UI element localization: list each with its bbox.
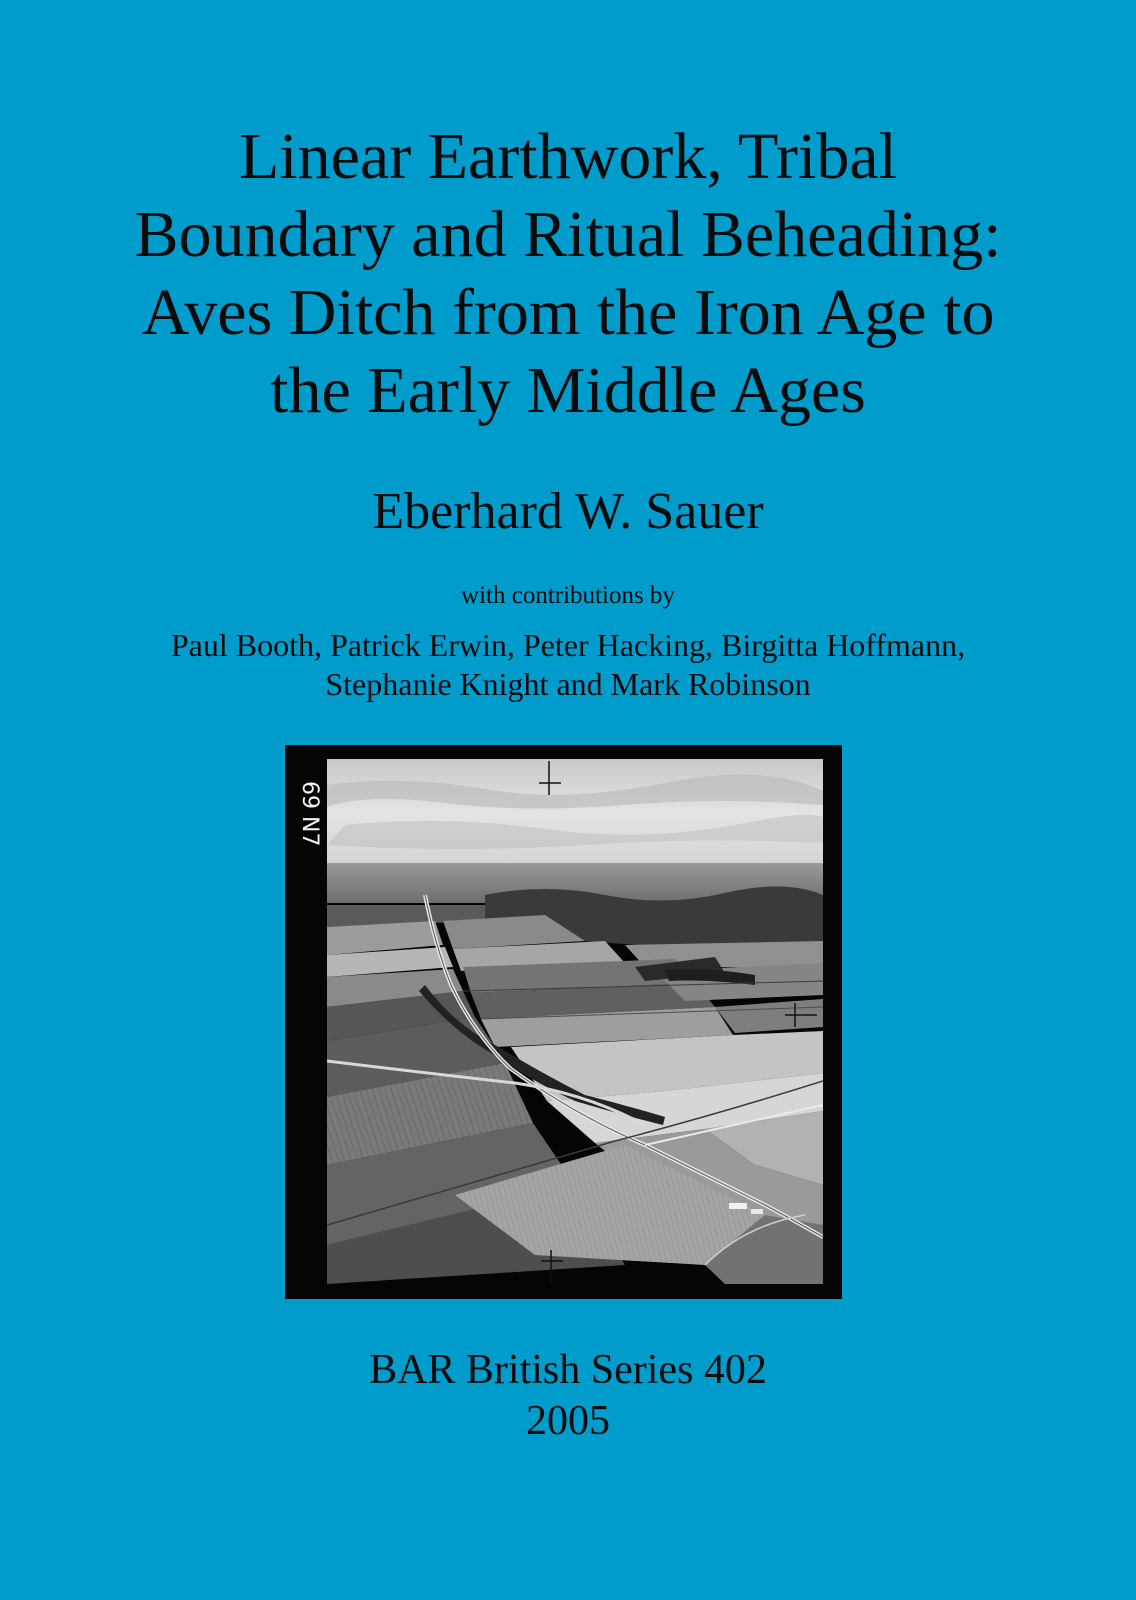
title-line: Boundary and Ritual Beheading: (134, 198, 1002, 271)
title-line: the Early Middle Ages (270, 354, 866, 427)
series-title: BAR British Series 402 (369, 1347, 767, 1393)
aerial-photo-illustration (285, 745, 842, 1299)
contributors-list (0, 626, 1136, 704)
contributors-line: Stephanie Knight and Mark Robinson (325, 666, 811, 702)
contributors-line: Paul Booth, Patrick Erwin, Peter Hacking, Birgitta Hoffmann, (170, 627, 966, 663)
negative-label: 69 N7 (297, 781, 322, 847)
title-line: Aves Ditch from the Iron Age to (141, 276, 995, 349)
title-line: Linear Earthwork, Tribal (238, 120, 898, 193)
contributions-label: with contributions by (461, 582, 675, 609)
aerial-photograph (285, 745, 842, 1299)
book-title (40, 118, 1096, 430)
author-name: Eberhard W. Sauer (372, 483, 764, 540)
publication-year: 2005 (526, 1398, 610, 1444)
